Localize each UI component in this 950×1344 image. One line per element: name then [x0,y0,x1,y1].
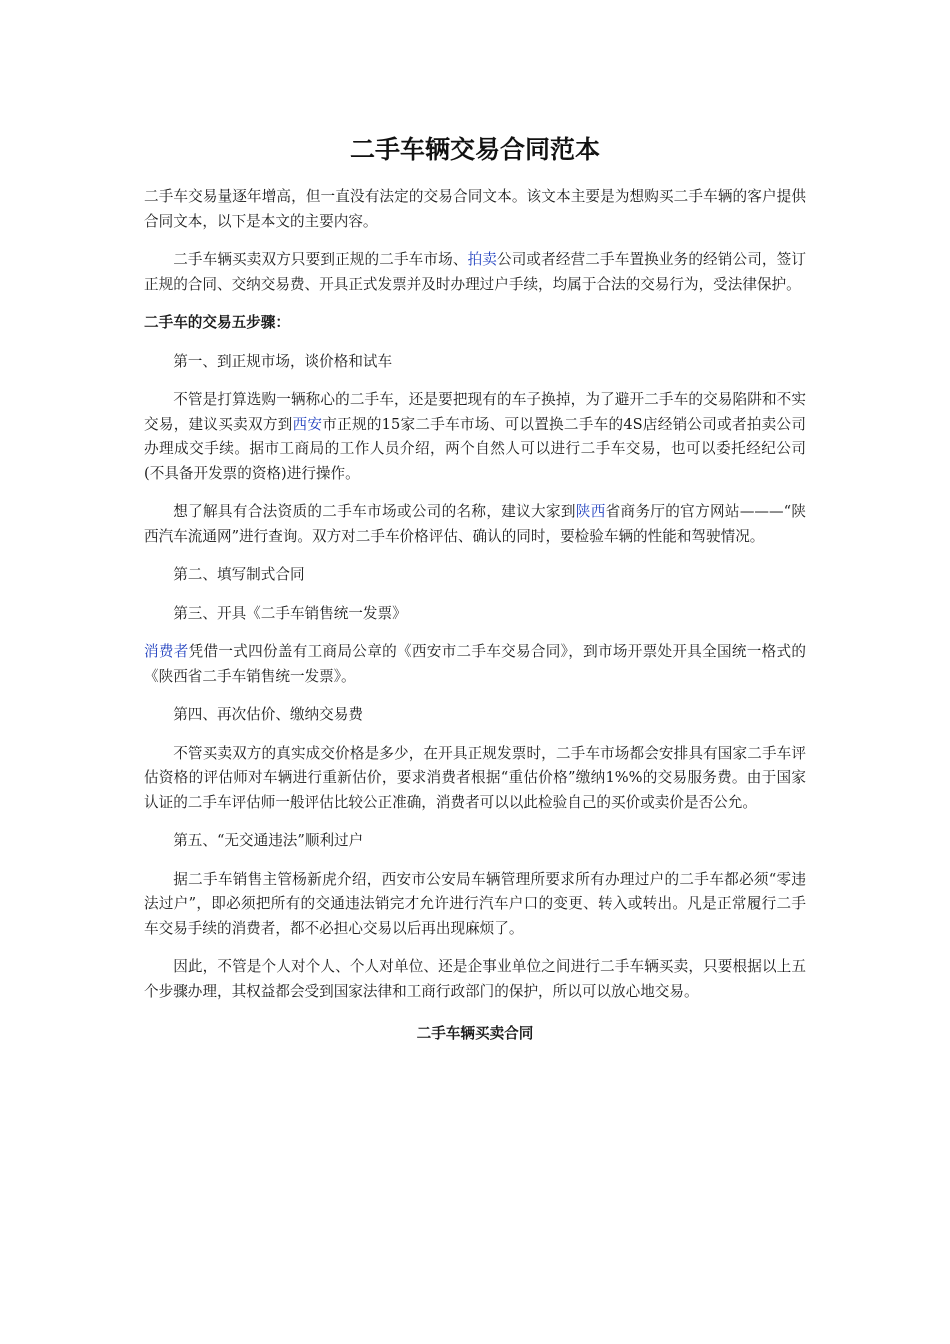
steps-heading: 二手车的交易五步骤： [144,314,290,331]
paragraph-qualification [144,500,806,549]
link-shaanxi[interactable]: 陕西 [575,503,606,520]
paragraph-conclusion: 因此，不管是个人对个人、个人对单位、还是企事业单位之间进行二手车辆买卖，只要根据以上五个步骤办理，其权益都会受到国家法律和工商行政部门的保护，所以可以放心地交易。 [144,958,806,1000]
step-2-heading: 第二、填写制式合同 [173,566,305,583]
step-3-heading: 第三、开具《二手车销售统一发票》 [173,604,407,622]
paragraph-reappraisal: 不管买卖双方的真实成交价格是多少，在开具正规发票时，二手车市场都会安排具有国家二手车评估资格的评估师对车辆进行重新估价，要求消费者根据“重估价格”缴纳1%%的交易服务费。由于国家认证的二手车评估师一般评估比较公正准确，消费者可以以此检验自己的买价或卖价是否公允。 [144,744,806,811]
paragraph-text: 想了解具有合法资质的二手车市场或公司的名称，建议大家到 [173,503,576,520]
paragraph-text: 二手车辆买卖双方只要到正规的二手车市场、 [173,251,468,268]
step-5-heading: 第五、“无交通违法”顺利过户 [173,832,364,849]
paragraph-legal-trade [144,248,806,297]
document-title: 二手车辆交易合同范本 [349,135,600,164]
link-auction[interactable]: 拍卖 [467,251,497,268]
step-1-heading: 第一、到正规市场，谈价格和试车 [173,352,393,370]
paragraph-market-choice [144,388,806,486]
intro-paragraph: 二手车交易量逐年增高，但一直没有法定的交易合同文本。该文本主要是为想购买二手车辆的客户提供合同文本，以下是本文的主要内容。 [144,188,806,230]
document-page [144,132,806,1046]
paragraph-invoice [144,640,806,689]
paragraph-text: 公司或者经营二手车置换业务的经销公司，签订正规的合同、交纳交易费、开具正式发票并及时办理过户手续，均属于合法的交易行为，受法律保护。 [144,251,806,293]
paragraph-text: 不管是打算选购一辆称心的二手车，还是要把现有的车子换掉，为了避开二手车的交易陷阱和不实交易，建议买卖双方到 [144,391,806,433]
contract-title: 二手车辆买卖合同 [416,1025,534,1042]
step-4-heading: 第四、再次估价、缴纳交易费 [173,706,363,723]
link-xian[interactable]: 西安 [292,415,323,433]
paragraph-text: 凭借一式四份盖有工商局公章的《西安市二手车交易合同》，到市场开票处开具全国统一格式的《陕西省二手车销售统一发票》。 [144,643,806,685]
paragraph-text: 省商务厅的官方网站———“陕西汽车流通网”进行查询。双方对二手车价格评估、确认的同时，要检验车辆的性能和驾驶情况。 [144,503,806,545]
paragraph-transfer: 据二手车销售主管杨新虎介绍，西安市公安局车辆管理所要求所有办理过户的二手车都必须“零违法过户”，即必须把所有的交通违法销完才允许进行汽车户口的变更、转入或转出。凡是正常履行二手车交易手续的消费者，都不必担心交易以后再出现麻烦了。 [144,870,806,937]
paragraph-text: 市正规的15家二手车市场、可以置换二手车的4S店经销公司或者拍卖公司办理成交手续。据市工商局的工作人员介绍，两个自然人可以进行二手车交易，也可以委托经纪公司(不具备开发票的资格)进行操作。 [144,415,806,482]
link-consumer[interactable]: 消费者 [144,643,189,660]
